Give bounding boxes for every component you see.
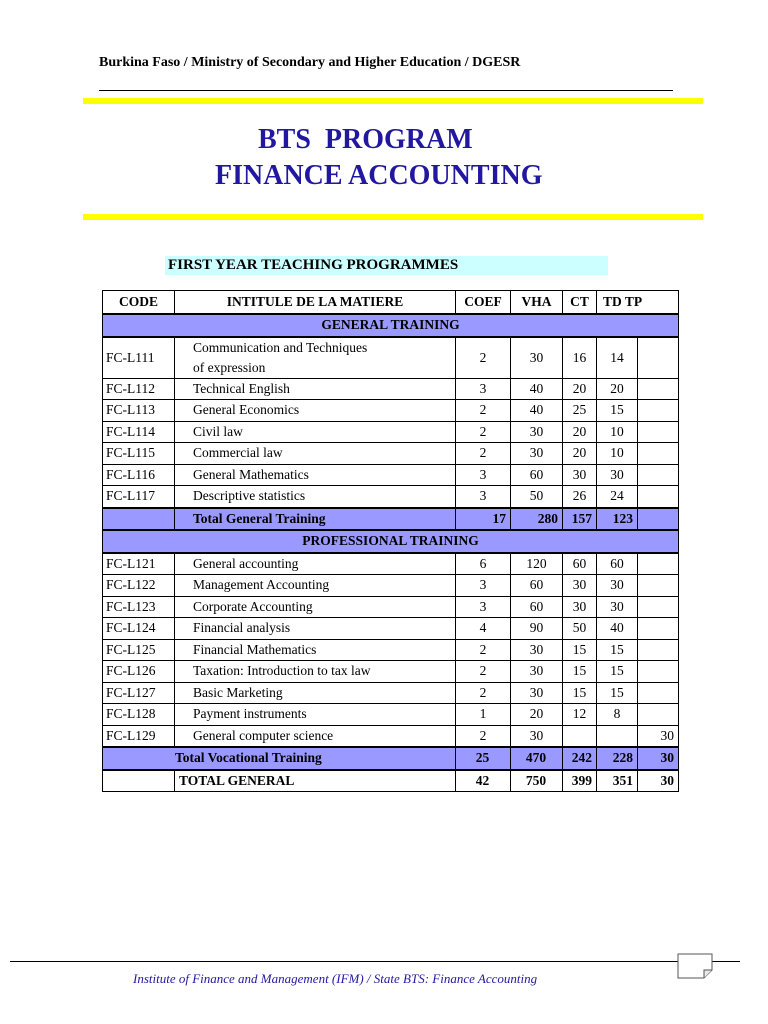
row-tp bbox=[638, 486, 679, 508]
row-tp bbox=[638, 596, 679, 618]
total-vha: 470 bbox=[511, 747, 563, 770]
row-coef: 6 bbox=[456, 553, 511, 575]
row-subject-line1: Communication and Techniques bbox=[193, 339, 368, 355]
general-total-row bbox=[103, 508, 679, 531]
total-tp: 30 bbox=[638, 747, 679, 770]
row-code: FC-L125 bbox=[103, 639, 175, 661]
row-td: 15 bbox=[597, 682, 638, 704]
total-tp bbox=[638, 508, 679, 531]
table-header-row bbox=[103, 291, 679, 315]
row-subject: Corporate Accounting bbox=[175, 596, 456, 618]
header-vha: VHA bbox=[511, 291, 563, 315]
table-row bbox=[103, 596, 679, 618]
header-coef: COEF bbox=[456, 291, 511, 315]
row-coef: 4 bbox=[456, 618, 511, 640]
row-tp: 30 bbox=[638, 725, 679, 747]
row-td: 30 bbox=[597, 575, 638, 597]
row-coef: 3 bbox=[456, 378, 511, 400]
row-vha: 60 bbox=[511, 596, 563, 618]
total-coef: 17 bbox=[456, 508, 511, 531]
grand-code-cell bbox=[103, 770, 175, 792]
row-code: FC-L129 bbox=[103, 725, 175, 747]
header-td-tp: TD TP bbox=[597, 291, 679, 315]
row-vha: 60 bbox=[511, 575, 563, 597]
row-subject: General Economics bbox=[175, 400, 456, 422]
table-row bbox=[103, 553, 679, 575]
top-yellow-bar bbox=[83, 98, 703, 104]
row-subject bbox=[175, 337, 456, 379]
table-row bbox=[103, 443, 679, 465]
row-vha: 30 bbox=[511, 725, 563, 747]
grand-tp: 30 bbox=[638, 770, 679, 792]
grand-ct: 399 bbox=[563, 770, 597, 792]
row-vha: 30 bbox=[511, 337, 563, 379]
row-tp bbox=[638, 443, 679, 465]
row-coef: 2 bbox=[456, 337, 511, 379]
header-code: CODE bbox=[103, 291, 175, 315]
row-vha: 60 bbox=[511, 464, 563, 486]
row-td: 8 bbox=[597, 704, 638, 726]
row-subject: Financial Mathematics bbox=[175, 639, 456, 661]
row-code: FC-L121 bbox=[103, 553, 175, 575]
row-code: FC-L123 bbox=[103, 596, 175, 618]
row-ct: 50 bbox=[563, 618, 597, 640]
row-vha: 30 bbox=[511, 661, 563, 683]
row-vha: 30 bbox=[511, 682, 563, 704]
row-code: FC-L122 bbox=[103, 575, 175, 597]
row-code: FC-L126 bbox=[103, 661, 175, 683]
total-coef: 25 bbox=[456, 747, 511, 770]
row-ct bbox=[563, 725, 597, 747]
row-coef: 2 bbox=[456, 725, 511, 747]
row-coef: 2 bbox=[456, 661, 511, 683]
row-coef: 3 bbox=[456, 575, 511, 597]
grand-label: TOTAL GENERAL bbox=[175, 770, 456, 792]
total-ct: 157 bbox=[563, 508, 597, 531]
total-vha: 280 bbox=[511, 508, 563, 531]
row-ct: 15 bbox=[563, 639, 597, 661]
row-subject: Payment instruments bbox=[175, 704, 456, 726]
row-tp bbox=[638, 704, 679, 726]
table-row bbox=[103, 618, 679, 640]
row-coef: 3 bbox=[456, 486, 511, 508]
header-subject: INTITULE DE LA MATIERE bbox=[175, 291, 456, 315]
row-subject: General Mathematics bbox=[175, 464, 456, 486]
row-subject: Financial analysis bbox=[175, 618, 456, 640]
row-subject: General accounting bbox=[175, 553, 456, 575]
row-coef: 3 bbox=[456, 464, 511, 486]
row-code: FC-L128 bbox=[103, 704, 175, 726]
section-heading: FIRST YEAR TEACHING PROGRAMMES bbox=[165, 256, 608, 275]
row-code: FC-L117 bbox=[103, 486, 175, 508]
table-row bbox=[103, 639, 679, 661]
row-coef: 2 bbox=[456, 421, 511, 443]
row-vha: 90 bbox=[511, 618, 563, 640]
row-code: FC-L115 bbox=[103, 443, 175, 465]
table-row bbox=[103, 421, 679, 443]
table-row bbox=[103, 464, 679, 486]
row-td: 10 bbox=[597, 421, 638, 443]
row-tp bbox=[638, 421, 679, 443]
vocational-total-row bbox=[103, 747, 679, 770]
row-code: FC-L114 bbox=[103, 421, 175, 443]
row-subject: Basic Marketing bbox=[175, 682, 456, 704]
row-subject: Descriptive statistics bbox=[175, 486, 456, 508]
row-ct: 16 bbox=[563, 337, 597, 379]
row-vha: 120 bbox=[511, 553, 563, 575]
row-code: FC-L112 bbox=[103, 378, 175, 400]
header-ct: CT bbox=[563, 291, 597, 315]
row-ct: 20 bbox=[563, 421, 597, 443]
document-title-line2: FINANCE ACCOUNTING bbox=[215, 160, 543, 191]
row-td: 24 bbox=[597, 486, 638, 508]
table-row bbox=[103, 486, 679, 508]
row-ct: 20 bbox=[563, 378, 597, 400]
row-ct: 26 bbox=[563, 486, 597, 508]
row-td: 10 bbox=[597, 443, 638, 465]
row-subject: Technical English bbox=[175, 378, 456, 400]
ministry-header: Burkina Faso / Ministry of Secondary and Higher Education / DGESR bbox=[99, 55, 521, 70]
row-ct: 15 bbox=[563, 682, 597, 704]
row-ct: 12 bbox=[563, 704, 597, 726]
bottom-yellow-bar bbox=[83, 214, 703, 220]
row-subject: Taxation: Introduction to tax law bbox=[175, 661, 456, 683]
header-rule bbox=[99, 90, 673, 91]
table-row bbox=[103, 378, 679, 400]
row-subject: Commercial law bbox=[175, 443, 456, 465]
row-vha: 30 bbox=[511, 443, 563, 465]
row-subject: Management Accounting bbox=[175, 575, 456, 597]
row-coef: 2 bbox=[456, 443, 511, 465]
grand-td: 351 bbox=[597, 770, 638, 792]
row-ct: 30 bbox=[563, 464, 597, 486]
row-coef: 3 bbox=[456, 596, 511, 618]
row-td: 60 bbox=[597, 553, 638, 575]
row-code: FC-L111 bbox=[103, 337, 175, 379]
row-tp bbox=[638, 553, 679, 575]
row-code: FC-L113 bbox=[103, 400, 175, 422]
row-ct: 15 bbox=[563, 661, 597, 683]
row-vha: 40 bbox=[511, 400, 563, 422]
table-row bbox=[103, 400, 679, 422]
row-tp bbox=[638, 337, 679, 379]
programme-table bbox=[102, 290, 679, 792]
table-row bbox=[103, 337, 679, 379]
row-td: 15 bbox=[597, 661, 638, 683]
row-tp bbox=[638, 575, 679, 597]
page-fold-icon bbox=[677, 953, 713, 979]
row-vha: 40 bbox=[511, 378, 563, 400]
total-td: 228 bbox=[597, 747, 638, 770]
row-td: 30 bbox=[597, 464, 638, 486]
total-td: 123 bbox=[597, 508, 638, 531]
row-vha: 30 bbox=[511, 421, 563, 443]
row-td: 15 bbox=[597, 400, 638, 422]
row-tp bbox=[638, 618, 679, 640]
row-td: 14 bbox=[597, 337, 638, 379]
row-coef: 2 bbox=[456, 639, 511, 661]
row-vha: 20 bbox=[511, 704, 563, 726]
row-vha: 30 bbox=[511, 639, 563, 661]
table-row bbox=[103, 661, 679, 683]
row-code: FC-L124 bbox=[103, 618, 175, 640]
row-td: 20 bbox=[597, 378, 638, 400]
professional-training-band bbox=[103, 530, 679, 553]
row-td: 40 bbox=[597, 618, 638, 640]
grand-coef: 42 bbox=[456, 770, 511, 792]
table-row bbox=[103, 704, 679, 726]
total-label: Total Vocational Training bbox=[103, 747, 456, 770]
row-tp bbox=[638, 464, 679, 486]
total-label: Total General Training bbox=[175, 508, 456, 531]
row-tp bbox=[638, 661, 679, 683]
total-code-cell bbox=[103, 508, 175, 531]
row-ct: 25 bbox=[563, 400, 597, 422]
row-vha: 50 bbox=[511, 486, 563, 508]
row-ct: 30 bbox=[563, 596, 597, 618]
footer-text: Institute of Finance and Management (IFM) / State BTS: Finance Accounting bbox=[133, 971, 538, 986]
row-tp bbox=[638, 639, 679, 661]
table-row bbox=[103, 575, 679, 597]
row-subject: Civil law bbox=[175, 421, 456, 443]
row-coef: 2 bbox=[456, 682, 511, 704]
row-coef: 2 bbox=[456, 400, 511, 422]
grand-vha: 750 bbox=[511, 770, 563, 792]
row-ct: 20 bbox=[563, 443, 597, 465]
row-subject-line2: of expression bbox=[193, 359, 266, 375]
table-row bbox=[103, 725, 679, 747]
general-training-band bbox=[103, 314, 679, 337]
band-label: GENERAL TRAINING bbox=[103, 314, 679, 337]
row-subject: General computer science bbox=[175, 725, 456, 747]
row-tp bbox=[638, 400, 679, 422]
table-row bbox=[103, 682, 679, 704]
row-tp bbox=[638, 682, 679, 704]
row-td bbox=[597, 725, 638, 747]
row-td: 30 bbox=[597, 596, 638, 618]
grand-total-row bbox=[103, 770, 679, 792]
row-coef: 1 bbox=[456, 704, 511, 726]
row-ct: 60 bbox=[563, 553, 597, 575]
row-ct: 30 bbox=[563, 575, 597, 597]
document-title-line1: BTS PROGRAM bbox=[258, 124, 473, 155]
band-label: PROFESSIONAL TRAINING bbox=[103, 530, 679, 553]
row-tp bbox=[638, 378, 679, 400]
row-td: 15 bbox=[597, 639, 638, 661]
total-ct: 242 bbox=[563, 747, 597, 770]
row-code: FC-L116 bbox=[103, 464, 175, 486]
row-code: FC-L127 bbox=[103, 682, 175, 704]
footer-rule bbox=[10, 961, 740, 962]
